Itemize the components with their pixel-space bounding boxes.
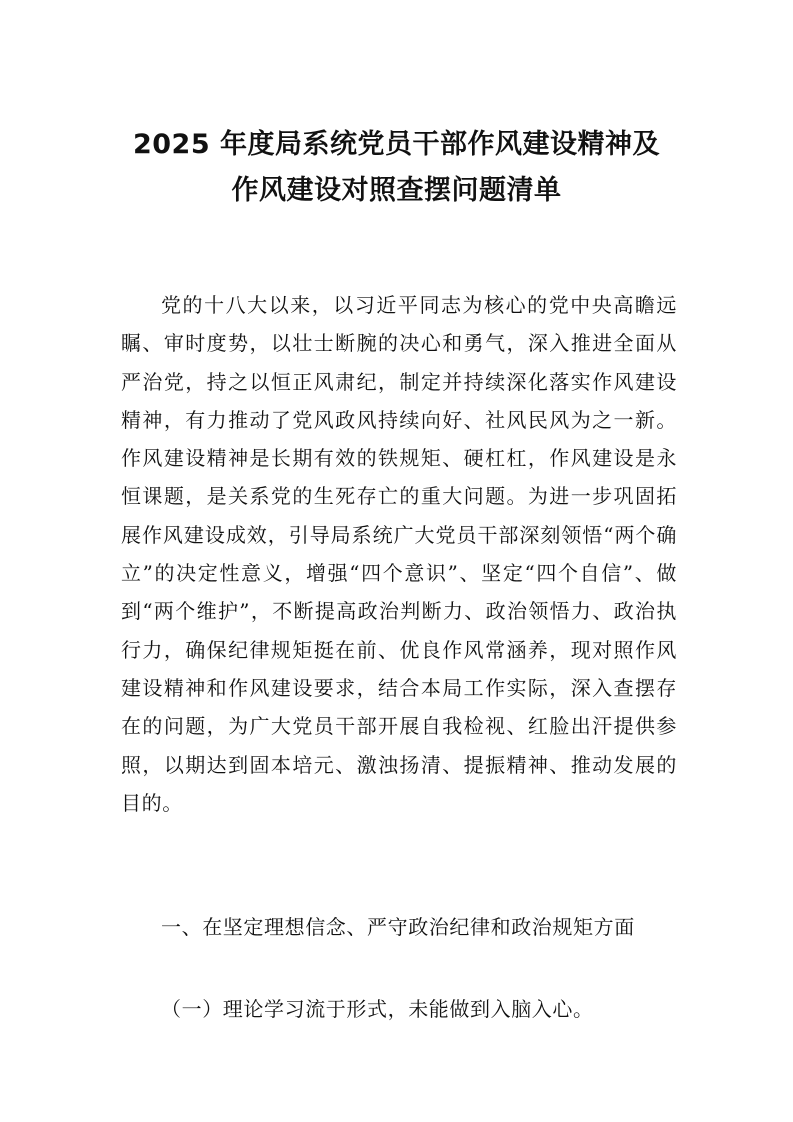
- intro-paragraph: 党的十八大以来，以习近平同志为核心的党中央高瞻远瞩、审时度势，以壮士断腕的决心和勇气，深入推进全面从严治党，持之以恒正风肃纪，制定并持续深化落实作风建设精神，有力推动了党风政风持续向好、社风民风为之一新。作风建设精神是长期有效的铁规矩、硬杠杠，作风建设是永恒课题，是关系党的生死存亡的重大问题。为进一步巩固拓展作风建设成效，引导局系统广大党员干部深刻领悟“两个确立”的决定性意义，增强“四个意识”、坚定“四个自信”、做到“两个维护”，不断提高政治判断力、政治领悟力、政治执行力，确保纪律规矩挺在前、优良作风常涵养，现对照作风建设精神和作风建设要求，结合本局工作实际，深入查摆存在的问题，为广大党员干部开展自我检视、红脸出汗提供参照，以期达到固本培元、激浊扬清、提振精神、推动发展的目的。: [121, 293, 677, 815]
- document-title-line-2: 作风建设对照查摆问题清单: [231, 175, 562, 206]
- section-heading: 一、在坚定理想信念、严守政治纪律和政治规矩方面: [161, 915, 635, 939]
- subsection-heading: （一）理论学习流于形式，未能做到入脑入心。: [161, 997, 594, 1021]
- document-title-line-1: 2025 年度局系统党员干部作风建设精神及: [132, 129, 661, 160]
